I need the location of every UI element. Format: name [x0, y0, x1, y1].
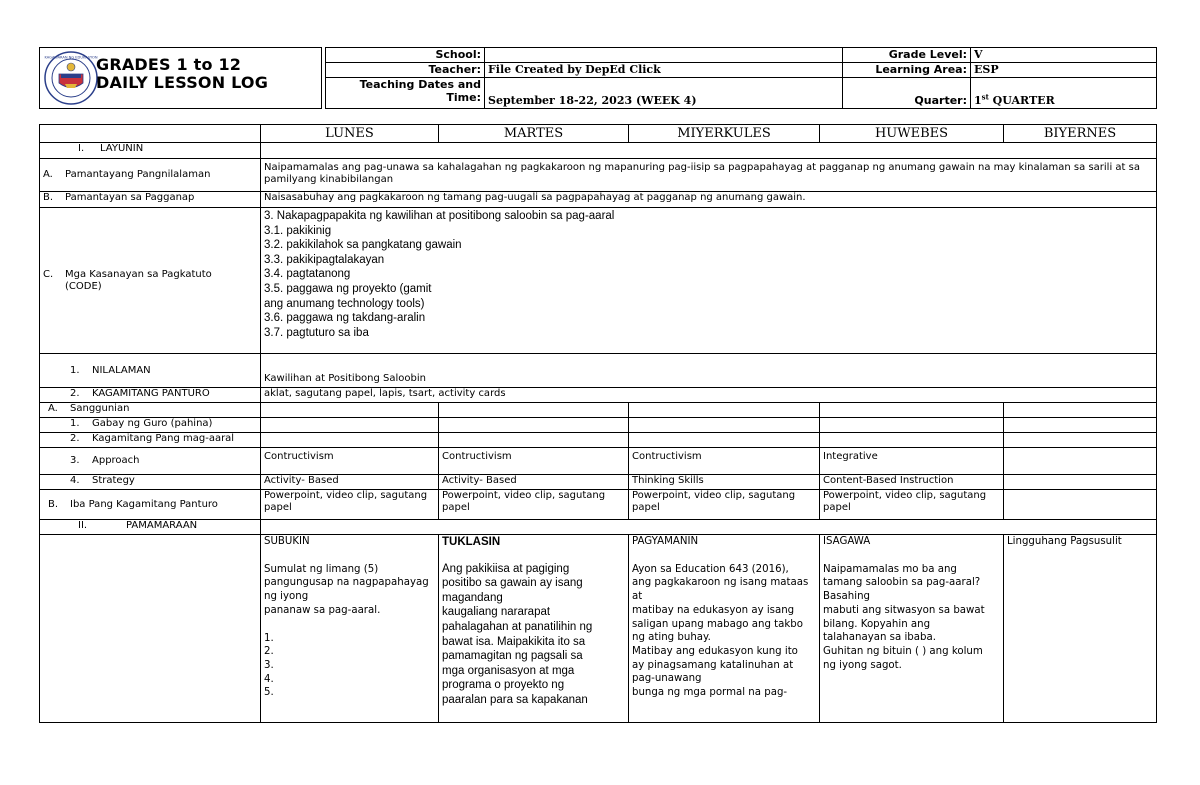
pagyamanin-line: Ayon sa Education 643 (2016),: [632, 563, 789, 575]
pamamaraan-label: II. PAMAMARAAN: [40, 520, 261, 535]
subukin-item: 2.: [264, 646, 274, 658]
pagyamanin-line: Matibay ang edukasyon kung ito: [632, 645, 798, 657]
kagamitang-mag-aaral-row: [40, 433, 1157, 448]
kasanayan-line: 3.1. pakikinig: [264, 224, 332, 237]
approach-biyernes: [1004, 448, 1157, 475]
kagamitang-panturo-value: aklat, sagutang papel, lapis, tsart, activity cards: [261, 388, 1157, 403]
kagamitang-panturo-row: [40, 388, 1157, 403]
grade-level-value: V: [971, 48, 1157, 63]
kasanayan-row: [40, 208, 1157, 354]
kasanayan-line: 3.7. pagtuturo sa iba: [264, 326, 369, 339]
isagawa-line: ng iyong sagot.: [823, 659, 902, 671]
quarter-value: [971, 78, 1157, 109]
approach-martes: Contructivism: [439, 448, 629, 475]
layunin-blank: [261, 143, 1157, 159]
pagyamanin-cell: [629, 535, 820, 723]
day-lunes: LUNES: [261, 125, 439, 143]
iba-huwebes: Powerpoint, video clip, sagutang papel: [820, 490, 1004, 520]
kasanayan-line: 3.4. pagtatanong: [264, 268, 351, 281]
iba-martes: Powerpoint, video clip, sagutang papel: [439, 490, 629, 520]
quarter-label: Quarter:: [843, 78, 971, 109]
subukin-item: 4.: [264, 673, 274, 685]
kasanayan-list: [261, 208, 1157, 354]
kasanayan-line: 3. Nakapagpapakita ng kawilihan at positibong saloobin sa pag-aaral: [264, 210, 615, 222]
kasanayan-label: C. Mga Kasanayan sa Pagkatuto (CODE): [40, 208, 261, 354]
tuklasin-line: kaugaliang nararapat: [442, 606, 551, 619]
kasanayan-line: ang anumang technology tools): [264, 297, 425, 310]
day-martes: MARTES: [439, 125, 629, 143]
isagawa-line: tamang saloobin sa pag-aaral?: [823, 577, 981, 589]
day-header-blank: [40, 125, 261, 143]
isagawa-line: Naipamamalas mo ba ang: [823, 563, 957, 575]
tuklasin-line: mga organisasyon at mga: [442, 664, 575, 677]
day-biyernes: BIYERNES: [1004, 125, 1157, 143]
pagyamanin-line: matibay na edukasyon ay isang: [632, 604, 795, 616]
pagyamanin-line: ng ating buhay.: [632, 632, 711, 644]
sanggunian-label: A. Sanggunian: [40, 403, 261, 418]
pamamaraan-content-blank: [40, 535, 261, 723]
strategy-lunes: Activity- Based: [261, 475, 439, 490]
lingguhang-pagsusulit-heading: Lingguhang Pagsusulit: [1007, 536, 1122, 547]
pagyamanin-line: at: [632, 591, 643, 603]
title-grades: GRADES 1 to 12: [96, 55, 242, 74]
approach-miyerkules: Contructivism: [629, 448, 820, 475]
tuklasin-line: magandang: [442, 591, 503, 604]
isagawa-line: Basahing: [823, 591, 870, 603]
tuklasin-heading: TUKLASIN: [442, 536, 501, 548]
teaching-dates-label-line1: Teaching Dates and: [359, 78, 481, 91]
pamantayang-pangnilalaman-label: A. Pamantayang Pangnilalaman: [40, 159, 261, 192]
tuklasin-line: pahalagahan at panatilihin ng: [442, 620, 593, 633]
pagyamanin-line: pag-unawang: [632, 673, 702, 685]
day-header-row: [40, 125, 1157, 143]
strategy-label: 4. Strategy: [40, 475, 261, 490]
pagyamanin-line: bunga ng mga pormal na pag-: [632, 687, 788, 699]
day-huwebes: HUWEBES: [820, 125, 1004, 143]
approach-lunes: Contructivism: [261, 448, 439, 475]
day-miyerkules: MIYERKULES: [629, 125, 820, 143]
learning-area-label: Learning Area:: [843, 63, 971, 78]
isagawa-line: bilang. Kopyahin ang: [823, 618, 931, 630]
nilalaman-value: Kawilihan at Positibong Saloobin: [261, 354, 1157, 388]
school-label: School:: [326, 48, 485, 63]
deped-seal-icon: [43, 50, 99, 106]
strategy-row: [40, 475, 1157, 490]
teacher-label: Teacher:: [326, 63, 485, 78]
kasanayan-line: 3.6. paggawa ng takdang-aralin: [264, 312, 426, 325]
iba-pang-kagamitan-row: [40, 490, 1157, 520]
tuklasin-line: programa o proyekto ng: [442, 679, 565, 692]
approach-huwebes: Integrative: [820, 448, 1004, 475]
quarter-number: 1: [974, 94, 982, 107]
tuklasin-line: pamamagitan ng pagsali sa: [442, 650, 583, 663]
tuklasin-line: positibo sa gawain ay isang: [442, 577, 583, 590]
strategy-martes: Activity- Based: [439, 475, 629, 490]
pamamaraan-blank: [261, 520, 1157, 535]
subukin-heading: SUBUKIN: [264, 536, 310, 547]
kasanayan-line: 3.2. pakikilahok sa pangkatang gawain: [264, 239, 462, 252]
isagawa-cell: [820, 535, 1004, 723]
approach-row: [40, 448, 1157, 475]
quarter-word: QUARTER: [988, 94, 1055, 107]
title-box: [39, 47, 322, 109]
gabay-guro-row: [40, 418, 1157, 433]
pagyamanin-line: ang pagkakaroon ng isang mataas: [632, 577, 809, 589]
strategy-biyernes: [1004, 475, 1157, 490]
title-daily-lesson-log: DAILY LESSON LOG: [96, 73, 269, 92]
teacher-value: File Created by DepEd Click: [485, 63, 843, 78]
isagawa-line: mabuti ang sitwasyon sa bawat: [823, 604, 985, 616]
strategy-miyerkules: Thinking Skills: [629, 475, 820, 490]
isagawa-line: Guhitan ng bituin ( ) ang kolum: [823, 645, 983, 657]
iba-lunes: Powerpoint, video clip, sagutang papel: [261, 490, 439, 520]
subukin-line: Sumulat ng limang (5): [264, 563, 379, 575]
pamantayang-pangnilalaman-value: Naipamamalas ang pag-unawa sa kahalagahan ng pagkakaroon ng mapanuring pag-iisip sa pagpapahayag at pagganap ng anumang gawain na may kinalaman sa sarili at sa pamilyang kinabibilangan: [261, 159, 1157, 192]
subukin-item: 3.: [264, 659, 274, 671]
iba-biyernes: [1004, 490, 1157, 520]
subukin-line: ng iyong: [264, 591, 309, 603]
tuklasin-cell: [439, 535, 629, 723]
subukin-item: 1.: [264, 632, 274, 644]
iba-miyerkules: Powerpoint, video clip, sagutang papel: [629, 490, 820, 520]
kagamitang-panturo-label: 2. KAGAMITANG PANTURO: [40, 388, 261, 403]
approach-label: 3. Approach: [40, 448, 261, 475]
subukin-item: 5.: [264, 687, 274, 699]
pagyamanin-line: saligan upang mabago ang takbo: [632, 618, 803, 630]
layunin-row: [40, 143, 1157, 159]
subukin-cell: [261, 535, 439, 723]
grade-level-label: Grade Level:: [843, 48, 971, 63]
pagyamanin-line: ay pinagsamang katalinuhan at: [632, 659, 794, 671]
teaching-dates-label-line2: Time:: [446, 91, 481, 104]
sanggunian-row: [40, 403, 1157, 418]
gabay-guro-label: 1. Gabay ng Guro (pahina): [40, 418, 261, 433]
nilalaman-row: [40, 354, 1157, 388]
pamantayan-pagganap-label: B. Pamantayan sa Pagganap: [40, 192, 261, 208]
pamamaraan-content-row: [40, 535, 1157, 723]
pamantayan-pagganap-value: Naisasabuhay ang pagkakaroon ng tamang pag-uugali sa pagpapahayag at pagganap ng anumang gawain.: [261, 192, 1157, 208]
kasanayan-line: 3.5. paggawa ng proyekto (gamit: [264, 282, 432, 295]
teaching-dates-label: [326, 78, 485, 109]
subukin-line: pananaw sa pag-aaral.: [264, 604, 381, 616]
seal-text: KAGAWARAN NG EDUKASYON: [44, 55, 98, 60]
tuklasin-line: paaralan para sa kapakanan: [442, 693, 588, 706]
pamantayang-pangnilalaman-row: [40, 159, 1157, 192]
kasanayan-line: 3.3. pakikipagtalakayan: [264, 253, 385, 266]
strategy-huwebes: Content-Based Instruction: [820, 475, 1004, 490]
info-table: [325, 47, 1157, 109]
nilalaman-label: 1. NILALAMAN: [40, 354, 261, 388]
pagyamanin-heading: PAGYAMANIN: [632, 536, 699, 547]
lingguhang-pagsusulit-cell: [1004, 535, 1157, 723]
lesson-table: [39, 124, 1157, 723]
kagamitang-mag-aaral-label: 2. Kagamitang Pang mag-aaral: [40, 433, 261, 448]
pamamaraan-row: [40, 520, 1157, 535]
tuklasin-line: bawat isa. Maipakikita ito sa: [442, 635, 586, 648]
pamantayan-pagganap-row: [40, 192, 1157, 208]
isagawa-line: talahanayan sa ibaba.: [823, 632, 936, 644]
tuklasin-line: Ang pakikiisa at pagiging: [442, 562, 570, 575]
iba-pang-kagamitan-label: B. Iba Pang Kagamitang Panturo: [40, 490, 261, 520]
isagawa-heading: ISAGAWA: [823, 536, 871, 547]
quarter-ordinal: st: [981, 92, 989, 102]
layunin-heading: I. LAYUNIN: [40, 143, 261, 159]
subukin-line: pangungusap na nagpapahayag: [264, 577, 429, 589]
teaching-dates-value: September 18-22, 2023 (WEEK 4): [485, 78, 843, 109]
learning-area-value: ESP: [971, 63, 1157, 78]
school-value: [485, 48, 843, 63]
